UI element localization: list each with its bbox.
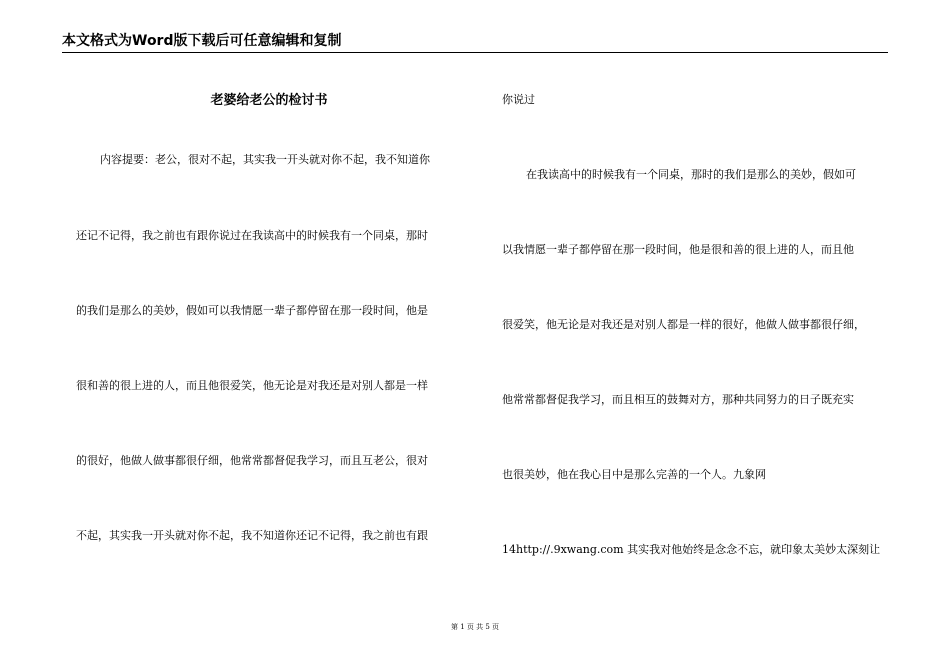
document-title: 老婆给老公的检讨书 bbox=[210, 93, 328, 108]
page-number: 第 1 页 共 5 页 bbox=[450, 623, 500, 631]
text-line: 在我读高中的时候我有一个同桌，那时的我们是那么的美妙，假如可 bbox=[526, 168, 856, 181]
text-line: 也很美妙，他在我心目中是那么完善的一个人。九象网 bbox=[502, 468, 766, 481]
text-line: 很爱笑，他无论是对我还是对别人都是一样的很好，他做人做事都很仔细， bbox=[502, 318, 865, 331]
text-line: 内容提要：老公，很对不起，其实我一开头就对你不起，我不知道你 bbox=[100, 153, 430, 166]
text-line: 你说过 bbox=[502, 93, 535, 106]
text-line: 他常常都督促我学习，而且相互的鼓舞对方，那种共同努力的日子既充实 bbox=[502, 393, 854, 406]
text-line: 的我们是那么的美妙，假如可以我情愿一辈子都停留在那一段时间，他是 bbox=[76, 304, 428, 317]
text-line: 不起，其实我一开头就对你不起，我不知道你还记不记得，我之前也有跟 bbox=[76, 529, 428, 542]
document-header: 本文格式为Word版下载后可任意编辑和复制 bbox=[62, 33, 342, 49]
text-line: 还记不记得，我之前也有跟你说过在我读高中的时候我有一个同桌，那时 bbox=[76, 229, 428, 242]
text-line: 的很好，他做人做事都很仔细，他常常都督促我学习，而且互老公，很对 bbox=[76, 454, 428, 467]
text-line: 14http://.9xwang.com 其实我对他始终是念念不忘，就印象太美妙太深刻让 bbox=[502, 543, 881, 556]
text-line: 以我情愿一辈子都停留在那一段时间，他是很和善的很上进的人，而且他 bbox=[502, 243, 854, 256]
text-line: 很和善的很上进的人，而且他很爱笑，他无论是对我还是对别人都是一样 bbox=[76, 379, 428, 392]
header-divider bbox=[62, 52, 888, 53]
